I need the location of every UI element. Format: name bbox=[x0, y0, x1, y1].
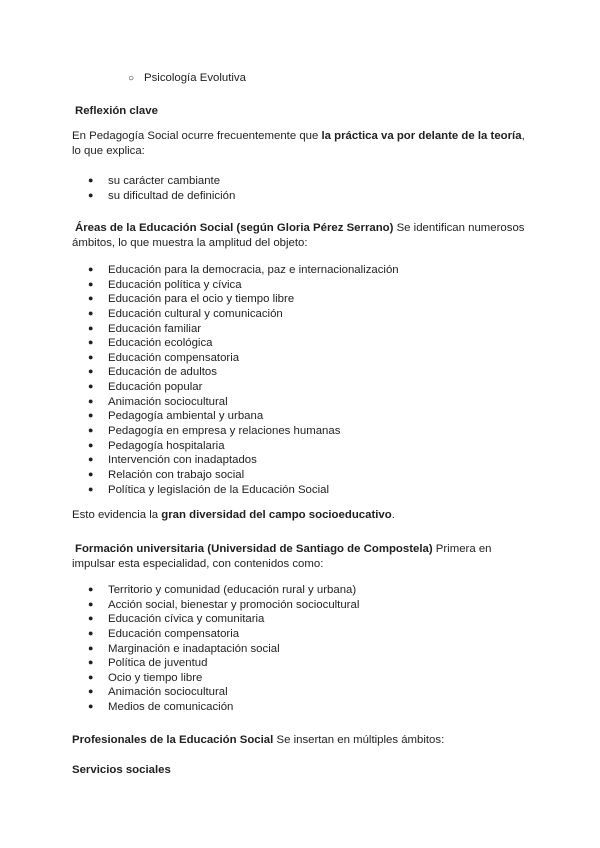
list-item-text: Animación sociocultural bbox=[108, 395, 228, 408]
list-item bbox=[88, 173, 528, 188]
list-item-text: Educación popular bbox=[108, 381, 203, 394]
list-item-text: Educación para la democracia, paz e internacionalización bbox=[108, 264, 399, 276]
list-item bbox=[88, 262, 528, 277]
list-item-text: Marginación e inadaptación social bbox=[108, 642, 280, 655]
list-item bbox=[88, 364, 528, 379]
list-item-text: su carácter cambiante bbox=[108, 175, 221, 187]
reflexion-list bbox=[88, 173, 528, 202]
bullet-icon: ● bbox=[88, 454, 94, 465]
list-item bbox=[88, 452, 528, 467]
list-item bbox=[88, 482, 528, 497]
sub-list-item bbox=[128, 71, 246, 86]
bullet-icon: ● bbox=[88, 613, 94, 624]
list-item bbox=[88, 597, 528, 612]
formacion-heading: Formación universitaria (Universidad de Santiago de Compostela) bbox=[75, 543, 433, 555]
servicios-heading: Servicios sociales bbox=[72, 764, 171, 776]
list-item-text: Educación compensatoria bbox=[108, 627, 240, 640]
profesionales-paragraph: Profesionales de la Educación Social Se insertan en múltiples ámbitos: bbox=[72, 734, 445, 746]
profesionales-heading: Profesionales de la Educación Social bbox=[72, 734, 274, 746]
bullet-icon: ● bbox=[88, 395, 94, 406]
list-item bbox=[88, 188, 528, 203]
sub-list-item-text: Psicología Evolutiva bbox=[144, 72, 246, 84]
bullet-icon: ● bbox=[88, 189, 94, 200]
bullet-icon: ● bbox=[88, 598, 94, 609]
list-item-text: Pedagogía hospitalaria bbox=[108, 439, 225, 452]
list-item bbox=[88, 699, 528, 714]
bullet-icon: ● bbox=[88, 686, 94, 697]
list-item bbox=[88, 684, 528, 699]
list-item-text: Educación de adultos bbox=[108, 366, 217, 379]
bullet-icon: ● bbox=[88, 366, 94, 377]
bullet-icon: ● bbox=[88, 293, 94, 304]
list-item bbox=[88, 670, 528, 685]
list-item bbox=[88, 335, 528, 350]
list-item bbox=[88, 350, 528, 365]
list-item-text: Ocio y tiempo libre bbox=[108, 671, 203, 684]
list-item-text: Acción social, bienestar y promoción sociocultural bbox=[108, 598, 360, 611]
list-item bbox=[88, 408, 528, 423]
list-item bbox=[88, 611, 528, 626]
bullet-icon: ● bbox=[88, 307, 94, 318]
list-item-text: su dificultad de definición bbox=[108, 189, 236, 202]
reflexion-heading: Reflexión clave bbox=[75, 105, 158, 117]
bullet-icon: ● bbox=[88, 410, 94, 421]
bullet-icon: ● bbox=[88, 483, 94, 494]
bullet-icon: ● bbox=[88, 278, 94, 289]
list-item-text: Educación para el ocio y tiempo libre bbox=[108, 293, 295, 306]
list-item bbox=[88, 321, 528, 336]
bullet-icon: ● bbox=[88, 671, 94, 682]
list-item bbox=[88, 277, 528, 292]
bullet-icon: ● bbox=[88, 264, 94, 274]
areas-list bbox=[88, 262, 528, 496]
list-item bbox=[88, 626, 528, 641]
list-item bbox=[88, 379, 528, 394]
list-item bbox=[88, 306, 528, 321]
list-item-text: Educación cultural y comunicación bbox=[108, 307, 283, 320]
bullet-icon: ● bbox=[88, 381, 94, 392]
formacion-list bbox=[88, 582, 528, 714]
list-item bbox=[88, 655, 528, 670]
bullet-icon: ● bbox=[88, 657, 94, 668]
list-item-text: Política de juventud bbox=[108, 657, 208, 670]
list-item bbox=[88, 291, 528, 306]
list-item-text: Relación con trabajo social bbox=[108, 468, 245, 481]
bullet-icon: ● bbox=[88, 439, 94, 450]
bullet-icon: ● bbox=[88, 627, 94, 638]
list-item-text: Educación ecológica bbox=[108, 337, 213, 350]
formacion-paragraph: Formación universitaria (Universidad de Santiago de Compostela) Primera en impulsar esta especialidad, con contenidos como: bbox=[72, 543, 492, 570]
list-item-text: Medios de comunicación bbox=[108, 701, 234, 714]
list-item-text: Educación compensatoria bbox=[108, 351, 240, 364]
areas-heading: Áreas de la Educación Social (según Gloria Pérez Serrano) bbox=[75, 222, 394, 234]
hollow-bullet-icon: ○ bbox=[128, 73, 135, 84]
bullet-icon: ● bbox=[88, 642, 94, 653]
bullet-icon: ● bbox=[88, 701, 94, 712]
list-item bbox=[88, 438, 528, 453]
list-item-text: Educación cívica y comunitaria bbox=[108, 613, 265, 626]
bullet-icon: ● bbox=[88, 337, 94, 348]
bullet-icon: ● bbox=[88, 584, 94, 594]
list-item-text: Pedagogía en empresa y relaciones humanas bbox=[108, 425, 341, 438]
list-item bbox=[88, 582, 528, 597]
list-item bbox=[88, 467, 528, 482]
list-item bbox=[88, 641, 528, 656]
list-item-text: Territorio y comunidad (educación rural y urbana) bbox=[108, 584, 357, 596]
bullet-icon: ● bbox=[88, 425, 94, 436]
bullet-icon: ● bbox=[88, 322, 94, 333]
list-item-text: Animación sociocultural bbox=[108, 686, 228, 699]
areas-paragraph: Áreas de la Educación Social (según Gloria Pérez Serrano) Se identifican numerosos ámbitos, lo que muestra la amplitud del objeto: bbox=[72, 222, 525, 249]
list-item bbox=[88, 394, 528, 409]
bullet-icon: ● bbox=[88, 175, 94, 185]
list-item-text: Intervención con inadaptados bbox=[108, 454, 257, 467]
list-item-text: Pedagogía ambiental y urbana bbox=[108, 410, 264, 423]
list-item-text: Política y legislación de la Educación Social bbox=[108, 483, 329, 496]
list-item-text: Educación familiar bbox=[108, 322, 202, 335]
list-item-text: Educación política y cívica bbox=[108, 278, 242, 291]
bullet-icon: ● bbox=[88, 468, 94, 479]
diversidad-paragraph: Esto evidencia la gran diversidad del campo socioeducativo. bbox=[72, 509, 395, 521]
bullet-icon: ● bbox=[88, 351, 94, 362]
reflexion-paragraph: En Pedagogía Social ocurre frecuentemente que la práctica va por delante de la teoría, lo que explica: bbox=[72, 130, 525, 157]
list-item bbox=[88, 423, 528, 438]
